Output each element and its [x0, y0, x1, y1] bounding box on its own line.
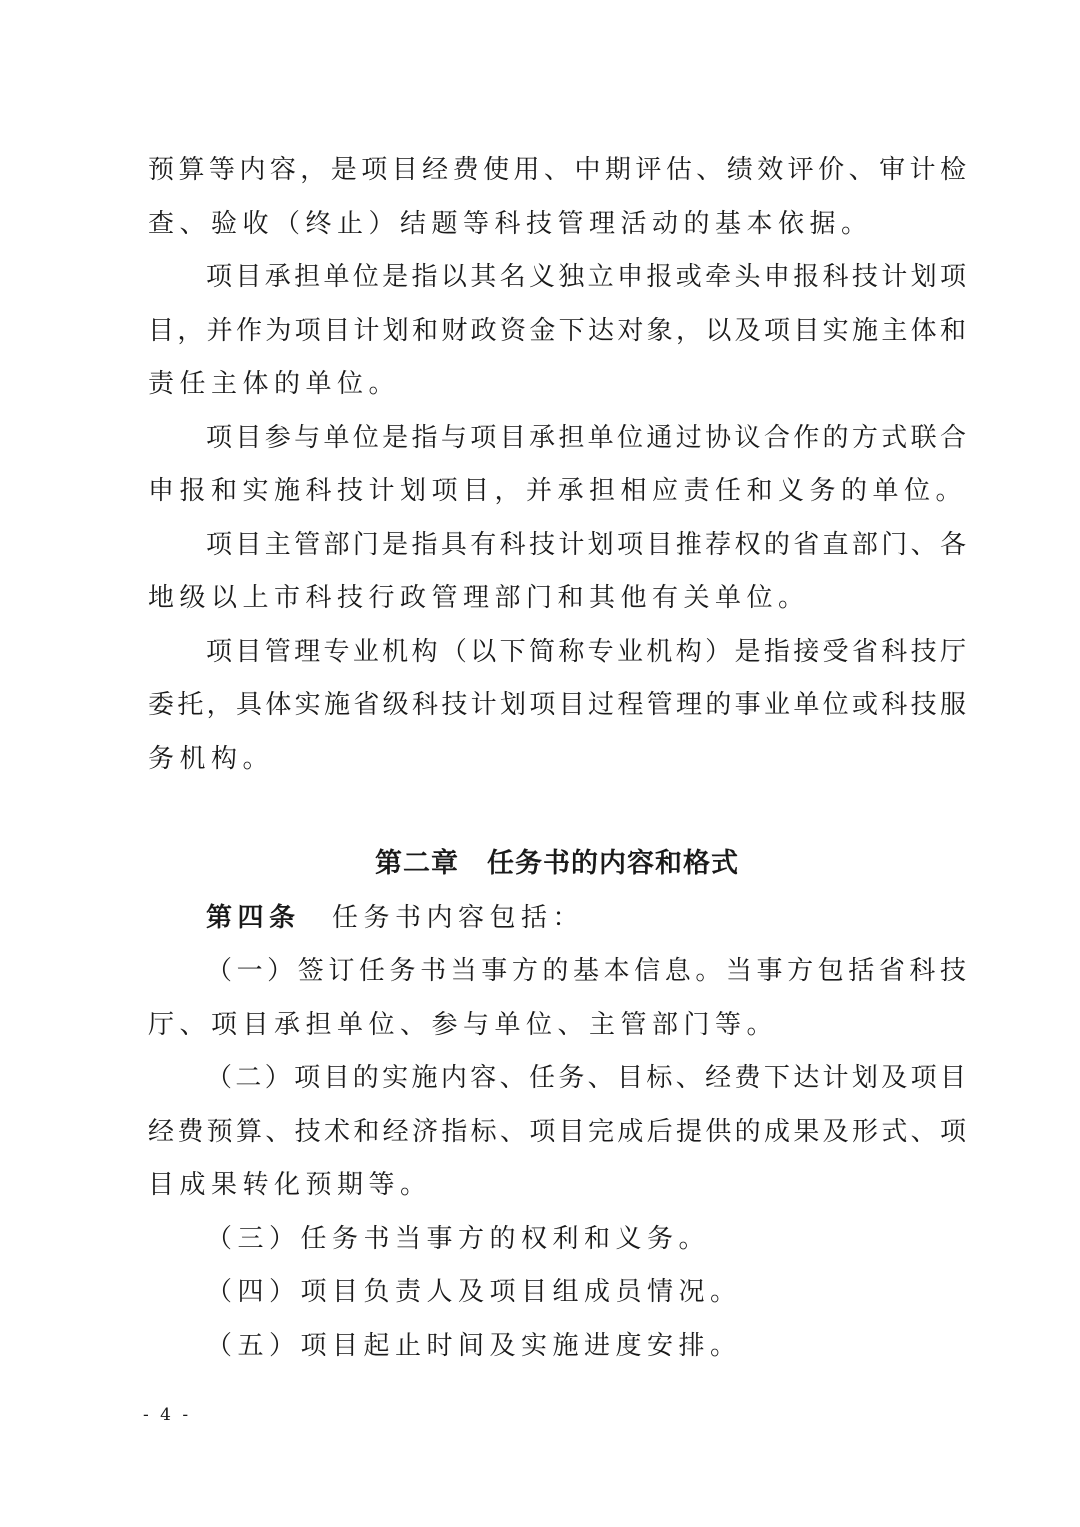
text-line: （四）项目负责人及项目组成员情况。 — [206, 1277, 742, 1307]
text-line: 地级以上市科技行政管理部门和其他有关单位。 — [148, 583, 810, 613]
text-line: 目，并作为项目计划和财政资金下达对象，以及项目实施主体和 — [148, 315, 966, 346]
text-line: 查、验收（终止）结题等科技管理活动的基本依据。 — [148, 208, 873, 239]
text-line: （三）任务书当事方的权利和义务。 — [206, 1223, 711, 1254]
text-line: 目成果转化预期等。 — [148, 1170, 432, 1200]
text-line: 预算等内容，是项目经费使用、中期评估、绩效评价、审计检 — [148, 155, 966, 185]
text-line: 项目主管部门是指具有科技计划项目推荐权的省直部门、各 — [206, 529, 966, 560]
text-line: 项目参与单位是指与项目承担单位通过协议合作的方式联合 — [206, 422, 966, 453]
section-gap — [148, 792, 966, 844]
text-line: 申报和实施科技计划项目，并承担相应责任和义务的单位。 — [148, 476, 968, 506]
text-line: 项目承担单位是指以其名义独立申报或牵头申报科技计划项 — [206, 262, 966, 292]
text-line: 务机构。 — [148, 743, 275, 774]
page-number: - 4 - — [143, 1405, 192, 1425]
article-text: 任务书内容包括： — [300, 902, 585, 933]
text-line: 厅、项目承担单位、参与单位、主管部门等。 — [148, 1009, 779, 1040]
text-line — [148, 898, 966, 952]
text-line: （五）项目起止时间及实施进度安排。 — [206, 1330, 742, 1361]
document-body — [148, 150, 966, 1379]
article-label: 第四条 — [206, 902, 301, 933]
text-line: 项目管理专业机构（以下简称专业机构）是指接受省科技厅 — [206, 636, 966, 667]
text-line: 委托，具体实施省级科技计划项目过程管理的事业单位或科技服 — [148, 690, 966, 720]
text-line: 责任主体的单位。 — [148, 369, 401, 399]
chapter-heading: 第二章 任务书的内容和格式 — [375, 848, 739, 879]
text-line: 经费预算、技术和经济指标、项目完成后提供的成果及形式、项 — [148, 1116, 966, 1147]
text-line: （一）签订任务书当事方的基本信息。当事方包括省科技 — [206, 956, 966, 986]
text-line: （二）项目的实施内容、任务、目标、经费下达计划及项目 — [206, 1063, 966, 1093]
